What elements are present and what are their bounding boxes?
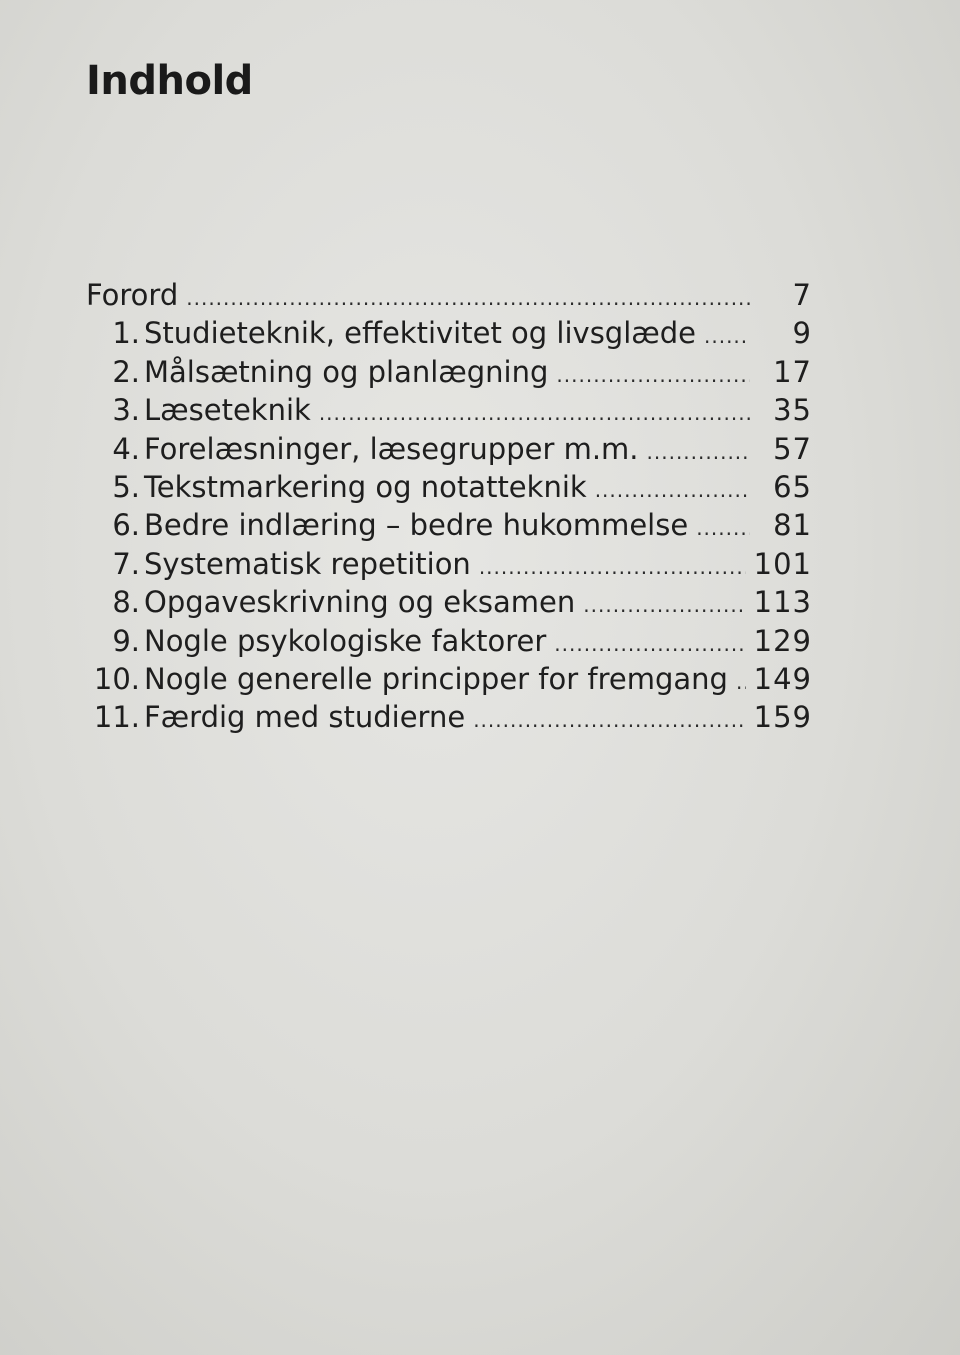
toc-entry-number: 7. xyxy=(112,546,140,581)
toc-entry-title: Opgaveskrivning og eksamen xyxy=(144,585,576,620)
toc-entry-title: Forord xyxy=(86,278,179,312)
toc-entry xyxy=(86,660,812,698)
toc-entry-number: 10. xyxy=(93,661,140,696)
dot-leader xyxy=(473,701,745,739)
toc-entry-title: Tekstmarkering og notatteknik xyxy=(144,469,587,504)
toc-entry-number: 5. xyxy=(112,469,140,504)
toc-entry-number: 1. xyxy=(112,316,140,351)
toc-entry-title: Nogle generelle principper for fremgang xyxy=(144,661,728,696)
toc-entry-number: 2. xyxy=(112,354,140,389)
dot-leader xyxy=(186,279,750,317)
dot-leader xyxy=(556,356,750,394)
toc-entry xyxy=(86,622,812,660)
dot-leader xyxy=(696,509,750,547)
dot-leader xyxy=(736,663,746,701)
toc-entry-page: 129 xyxy=(753,623,812,658)
toc-entry-number: 8. xyxy=(112,585,140,620)
toc-entry xyxy=(86,506,812,544)
toc-entry-page: 17 xyxy=(773,354,812,389)
toc-entry-title: Nogle psykologiske faktorer xyxy=(144,623,547,658)
toc-entry xyxy=(86,430,812,468)
toc-entry-page: 149 xyxy=(753,661,812,696)
toc-entry xyxy=(86,391,812,429)
toc-entry-page: 65 xyxy=(773,469,812,504)
toc-entry xyxy=(86,353,812,391)
dot-leader xyxy=(319,394,750,432)
toc-entry-number: 9. xyxy=(112,623,140,658)
dot-leader xyxy=(647,433,750,471)
toc-entry-page: 159 xyxy=(753,700,812,735)
table-of-contents xyxy=(86,276,812,737)
toc-entry-number: 3. xyxy=(112,393,140,428)
toc-entry-number: 6. xyxy=(112,508,140,543)
toc-entry-page: 101 xyxy=(753,546,812,581)
toc-entry-title: Systematisk repetition xyxy=(144,546,471,581)
toc-entry-page: 35 xyxy=(773,393,812,428)
toc-entry-title: Bedre indlæring – bedre hukommelse xyxy=(144,508,689,543)
toc-entry-page: 81 xyxy=(773,508,812,543)
dot-leader xyxy=(479,548,746,586)
toc-entry xyxy=(86,698,812,736)
toc-entry xyxy=(86,583,812,621)
toc-entry-number: 4. xyxy=(112,431,140,466)
toc-entry xyxy=(86,314,812,352)
dot-leader xyxy=(554,625,745,663)
toc-entry-title: Studieteknik, effektivitet og livsglæde xyxy=(144,316,696,351)
page-title: Indhold xyxy=(86,58,253,104)
dot-leader xyxy=(704,317,750,355)
toc-entry xyxy=(86,468,812,506)
toc-entry-title: Målsætning og planlægning xyxy=(144,354,549,389)
toc-entry xyxy=(86,545,812,583)
toc-entry-page: 9 xyxy=(792,316,812,351)
toc-entry-page: 113 xyxy=(753,585,812,620)
dot-leader xyxy=(583,586,745,624)
toc-entry-page: 7 xyxy=(792,278,812,312)
toc-entry-foreword xyxy=(86,276,812,314)
toc-entry-number: 11. xyxy=(93,700,140,735)
toc-entry-title: Færdig med studierne xyxy=(144,700,466,735)
toc-entry-page: 57 xyxy=(773,431,812,466)
toc-entry-title: Forelæsninger, læsegrupper m.m. xyxy=(144,431,639,466)
toc-entry-title: Læseteknik xyxy=(144,393,311,428)
dot-leader xyxy=(595,471,750,509)
